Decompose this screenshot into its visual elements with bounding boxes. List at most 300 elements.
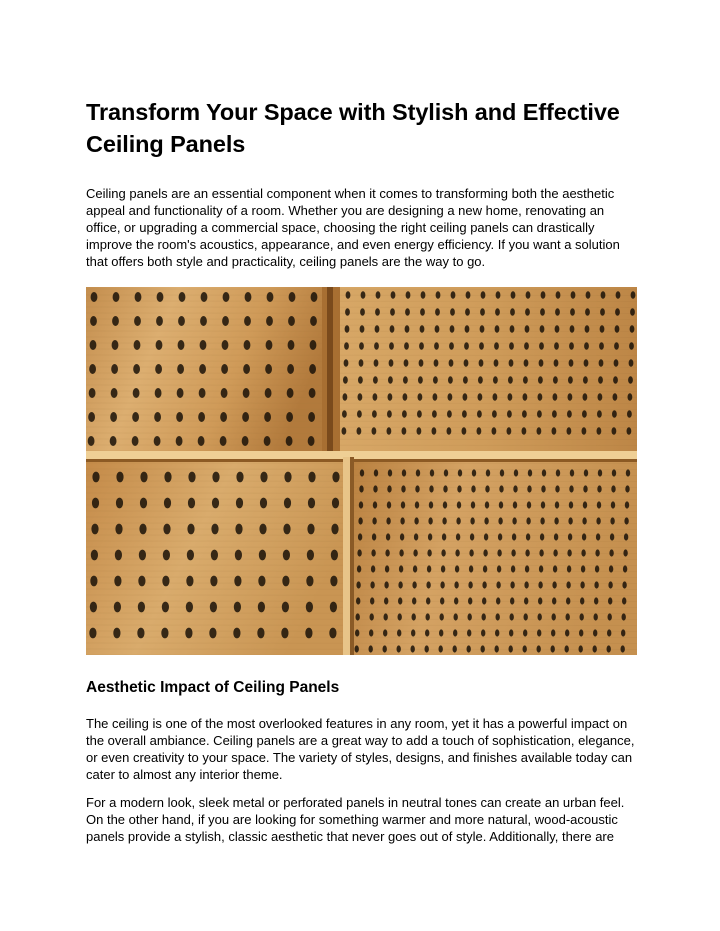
panel-seam-vertical-bottom xyxy=(343,457,351,655)
perforation-hole xyxy=(358,376,363,384)
perforation-hole xyxy=(467,629,471,636)
perforation-hole xyxy=(179,292,186,302)
perforation-hole xyxy=(580,581,584,588)
perforation-hole xyxy=(441,549,445,556)
perforation-hole xyxy=(478,376,483,384)
perforation-hole xyxy=(397,645,401,652)
perforation-hole xyxy=(612,410,617,418)
perforation-hole xyxy=(287,364,294,374)
perforation-hole xyxy=(373,501,377,508)
perforation-hole xyxy=(582,517,586,524)
perforation-hole xyxy=(360,469,364,476)
perforation-hole xyxy=(115,524,122,535)
perforation-hole xyxy=(483,549,487,556)
perforation-hole xyxy=(507,427,512,435)
perforation-hole xyxy=(463,376,468,384)
perforation-hole xyxy=(163,524,170,535)
perforation-hole xyxy=(404,359,409,367)
section-heading: Aesthetic Impact of Ceiling Panels xyxy=(86,679,340,696)
perforation-hole xyxy=(390,308,395,316)
perforation-hole xyxy=(384,581,388,588)
perforation-hole xyxy=(244,316,251,326)
perforation-hole xyxy=(176,436,183,446)
perforation-hole xyxy=(113,628,120,639)
perforation-hole xyxy=(345,325,350,333)
perforation-hole xyxy=(156,340,163,350)
perforation-hole xyxy=(137,628,144,639)
perforation-hole xyxy=(522,410,527,418)
perforation-hole xyxy=(593,645,597,652)
perforation-hole xyxy=(212,498,219,509)
perforation-hole xyxy=(453,629,457,636)
perforation-hole xyxy=(526,533,530,540)
perforation-hole xyxy=(441,565,445,572)
perforation-hole xyxy=(288,316,295,326)
perforation-hole xyxy=(510,613,514,620)
perforation-hole xyxy=(266,340,273,350)
perforation-hole xyxy=(616,291,621,299)
perforation-hole xyxy=(435,325,440,333)
perforation-hole xyxy=(236,498,243,509)
perforation-hole xyxy=(597,427,602,435)
perforation-hole xyxy=(421,291,426,299)
perforation-hole xyxy=(331,524,338,535)
perforation-hole xyxy=(309,364,316,374)
perforation-hole xyxy=(374,469,378,476)
perforation-hole xyxy=(386,517,390,524)
perforation-hole xyxy=(454,581,458,588)
perforation-hole xyxy=(498,533,502,540)
perforation-hole xyxy=(436,291,441,299)
perforation-hole xyxy=(308,412,315,422)
perforation-hole xyxy=(450,308,455,316)
perforation-hole xyxy=(598,469,602,476)
perforation-hole xyxy=(480,325,485,333)
perforation-hole xyxy=(580,597,584,604)
perforation-hole xyxy=(157,292,164,302)
perforation-hole xyxy=(496,613,500,620)
perforation-hole xyxy=(187,524,194,535)
perforation-hole xyxy=(369,629,373,636)
perforation-hole xyxy=(597,485,601,492)
perforation-hole xyxy=(582,533,586,540)
perforation-hole xyxy=(510,325,515,333)
perforation-hole xyxy=(414,517,418,524)
perforation-hole xyxy=(398,581,402,588)
perforation-hole xyxy=(567,427,572,435)
perforation-hole xyxy=(428,517,432,524)
perforation-hole xyxy=(493,393,498,401)
perforation-hole xyxy=(484,533,488,540)
perforation-hole xyxy=(426,581,430,588)
perforation-hole xyxy=(223,292,230,302)
perforation-hole xyxy=(586,291,591,299)
perforation-hole xyxy=(374,359,379,367)
perforation-hole xyxy=(485,485,489,492)
perforation-hole xyxy=(462,410,467,418)
perforation-hole xyxy=(287,388,294,398)
perforation-hole xyxy=(538,613,542,620)
perforation-hole xyxy=(199,388,206,398)
perforation-hole xyxy=(471,485,475,492)
perforation-hole xyxy=(358,517,362,524)
perforation-hole xyxy=(138,576,145,587)
perforation-hole xyxy=(265,388,272,398)
perforation-hole xyxy=(509,629,513,636)
perforation-hole xyxy=(360,325,365,333)
perforation-hole xyxy=(512,517,516,524)
perforation-hole xyxy=(399,565,403,572)
perforation-hole xyxy=(551,645,555,652)
perforation-hole xyxy=(344,342,349,350)
perforation-hole xyxy=(357,427,362,435)
perforation-hole xyxy=(570,325,575,333)
perforation-hole xyxy=(403,376,408,384)
perforation-hole xyxy=(554,533,558,540)
perforation-hole xyxy=(187,550,194,561)
perforation-hole xyxy=(265,364,272,374)
perforation-hole xyxy=(584,469,588,476)
perforation-hole xyxy=(552,613,556,620)
perforation-hole xyxy=(456,517,460,524)
perforation-hole xyxy=(552,597,556,604)
perforation-hole xyxy=(582,410,587,418)
perforation-hole xyxy=(371,565,375,572)
perforation-hole xyxy=(581,549,585,556)
perforation-hole xyxy=(220,436,227,446)
perforation-hole xyxy=(282,576,289,587)
perforation-hole xyxy=(629,359,634,367)
perforation-hole xyxy=(494,342,499,350)
perforation-hole xyxy=(523,645,527,652)
perforation-hole xyxy=(357,549,361,556)
perforation-hole xyxy=(511,549,515,556)
perforation-hole xyxy=(608,613,612,620)
perforation-hole xyxy=(426,597,430,604)
perforation-hole xyxy=(389,359,394,367)
perforation-hole xyxy=(260,498,267,509)
perforation-hole xyxy=(176,412,183,422)
perforation-hole xyxy=(621,645,625,652)
perforation-hole xyxy=(162,576,169,587)
perforation-hole xyxy=(88,412,95,422)
perforation-hole xyxy=(595,549,599,556)
perforation-hole xyxy=(306,576,313,587)
perforation-hole xyxy=(110,412,117,422)
perforation-hole xyxy=(357,410,362,418)
perforation-hole xyxy=(90,602,97,613)
perforation-hole xyxy=(372,517,376,524)
perforation-hole xyxy=(372,410,377,418)
perforation-hole xyxy=(401,485,405,492)
perforation-hole xyxy=(398,613,402,620)
perforation-hole xyxy=(242,436,249,446)
perforation-hole xyxy=(356,597,360,604)
perforation-hole xyxy=(419,342,424,350)
perforation-hole xyxy=(553,393,558,401)
perforation-hole xyxy=(457,501,461,508)
perforation-hole xyxy=(508,376,513,384)
perforation-hole xyxy=(469,549,473,556)
perforation-hole xyxy=(344,359,349,367)
perforation-hole xyxy=(429,485,433,492)
perforation-hole xyxy=(309,388,316,398)
perforation-hole xyxy=(391,291,396,299)
perforation-hole xyxy=(482,597,486,604)
perforation-hole xyxy=(112,316,119,326)
perforation-hole xyxy=(471,501,475,508)
perforation-hole xyxy=(329,628,336,639)
perforation-hole xyxy=(113,292,120,302)
perforation-hole xyxy=(199,364,206,374)
perforation-hole xyxy=(355,645,359,652)
perforation-hole xyxy=(569,485,573,492)
perforation-hole xyxy=(570,469,574,476)
perforation-hole xyxy=(439,629,443,636)
perforation-hole xyxy=(622,613,626,620)
perforation-hole xyxy=(201,292,208,302)
perforation-hole xyxy=(389,342,394,350)
perforation-hole xyxy=(404,342,409,350)
perforation-hole xyxy=(373,376,378,384)
perforation-hole xyxy=(581,565,585,572)
perforation-hole xyxy=(513,485,517,492)
perforation-hole xyxy=(307,550,314,561)
perforation-hole xyxy=(628,376,633,384)
perforation-hole xyxy=(386,533,390,540)
perforation-hole xyxy=(388,376,393,384)
perforation-hole xyxy=(374,342,379,350)
perforation-hole xyxy=(430,469,434,476)
perforation-hole xyxy=(462,427,467,435)
perforation-hole xyxy=(483,565,487,572)
perforation-hole xyxy=(209,628,216,639)
perforation-hole xyxy=(259,524,266,535)
perforation-hole xyxy=(554,359,559,367)
perforation-hole xyxy=(480,308,485,316)
perforation-hole xyxy=(496,581,500,588)
perforation-hole xyxy=(455,549,459,556)
perforation-hole xyxy=(162,602,169,613)
perforation-hole xyxy=(132,436,139,446)
perforation-hole xyxy=(415,501,419,508)
perforation-hole xyxy=(464,359,469,367)
perforation-hole xyxy=(597,501,601,508)
perforation-hole xyxy=(210,602,217,613)
perforation-hole xyxy=(428,533,432,540)
perforation-hole xyxy=(140,498,147,509)
perforation-hole xyxy=(524,581,528,588)
perforation-hole xyxy=(243,388,250,398)
perforation-hole xyxy=(222,340,229,350)
perforation-hole xyxy=(470,517,474,524)
perforation-hole xyxy=(443,501,447,508)
perforation-hole xyxy=(481,291,486,299)
perforation-hole xyxy=(387,427,392,435)
perforation-hole xyxy=(467,645,471,652)
perforation-hole xyxy=(568,517,572,524)
perforation-hole xyxy=(177,388,184,398)
perforation-hole xyxy=(600,308,605,316)
perforation-hole xyxy=(526,517,530,524)
perforation-hole xyxy=(418,376,423,384)
perforation-hole xyxy=(415,485,419,492)
perforation-hole xyxy=(507,410,512,418)
perforation-hole xyxy=(484,517,488,524)
perforation-hole xyxy=(625,485,629,492)
perforation-hole xyxy=(611,501,615,508)
perforation-hole xyxy=(371,549,375,556)
perforation-hole xyxy=(500,469,504,476)
perforation-hole xyxy=(512,533,516,540)
perforation-hole xyxy=(198,436,205,446)
perforation-hole xyxy=(284,472,291,483)
perforation-hole xyxy=(608,581,612,588)
perforation-hole xyxy=(583,393,588,401)
perforation-hole xyxy=(376,291,381,299)
perforation-hole xyxy=(370,613,374,620)
perforation-hole xyxy=(482,613,486,620)
perforation-hole xyxy=(524,359,529,367)
perforation-hole xyxy=(373,485,377,492)
perforation-hole xyxy=(523,393,528,401)
perforation-hole xyxy=(538,393,543,401)
perforation-hole xyxy=(356,581,360,588)
perforation-hole xyxy=(401,501,405,508)
perforation-hole xyxy=(233,628,240,639)
perforation-hole xyxy=(90,576,97,587)
perforation-hole xyxy=(495,308,500,316)
perforation-hole xyxy=(188,472,195,483)
perforation-hole xyxy=(551,629,555,636)
perforation-hole xyxy=(624,533,628,540)
perforation-hole xyxy=(444,469,448,476)
perforation-hole xyxy=(359,342,364,350)
perforation-hole xyxy=(626,469,630,476)
perforation-hole xyxy=(358,533,362,540)
perforation-hole xyxy=(595,565,599,572)
perforation-hole xyxy=(496,597,500,604)
perforation-hole xyxy=(307,524,314,535)
perforation-hole xyxy=(596,533,600,540)
perforation-hole xyxy=(411,645,415,652)
perforation-hole xyxy=(470,533,474,540)
perforation-hole xyxy=(399,549,403,556)
perforation-hole xyxy=(359,359,364,367)
perforation-hole xyxy=(359,501,363,508)
perforation-hole xyxy=(385,549,389,556)
perforation-hole xyxy=(527,501,531,508)
perforation-hole xyxy=(599,342,604,350)
perforation-hole xyxy=(568,393,573,401)
perforation-hole xyxy=(244,340,251,350)
perforation-hole xyxy=(454,597,458,604)
perforation-hole xyxy=(427,565,431,572)
perforation-hole xyxy=(493,376,498,384)
perforation-hole xyxy=(555,325,560,333)
perforation-hole xyxy=(155,388,162,398)
perforation-hole xyxy=(88,436,95,446)
perforation-hole xyxy=(305,628,312,639)
perforation-hole xyxy=(89,364,96,374)
perforation-hole xyxy=(178,340,185,350)
perforation-hole xyxy=(585,308,590,316)
perforation-hole xyxy=(539,342,544,350)
perforation-hole xyxy=(509,645,513,652)
perforation-hole xyxy=(387,410,392,418)
perforation-hole xyxy=(260,472,267,483)
perforation-hole xyxy=(540,325,545,333)
perforation-hole xyxy=(133,364,140,374)
perforation-hole xyxy=(89,628,96,639)
perforation-hole xyxy=(111,364,118,374)
perforation-hole xyxy=(451,291,456,299)
perforation-hole xyxy=(370,581,374,588)
perforation-hole xyxy=(198,412,205,422)
perforation-hole xyxy=(449,342,454,350)
perforation-hole xyxy=(89,388,96,398)
perforation-hole xyxy=(552,581,556,588)
perforation-hole xyxy=(464,342,469,350)
perforation-hole xyxy=(435,308,440,316)
perforation-hole xyxy=(486,469,490,476)
perforation-hole xyxy=(388,469,392,476)
perforation-hole xyxy=(212,472,219,483)
perforation-hole xyxy=(622,597,626,604)
perforation-hole xyxy=(308,472,315,483)
perforation-hole xyxy=(243,364,250,374)
perforation-hole xyxy=(541,291,546,299)
perforation-hole xyxy=(400,533,404,540)
perforation-hole xyxy=(567,549,571,556)
perforation-hole xyxy=(468,613,472,620)
perforation-hole xyxy=(442,533,446,540)
perforation-hole xyxy=(485,501,489,508)
perforation-hole xyxy=(450,325,455,333)
perforation-hole xyxy=(372,427,377,435)
perforation-hole xyxy=(583,485,587,492)
perforation-hole xyxy=(540,308,545,316)
perforation-hole xyxy=(498,517,502,524)
perforation-hole xyxy=(585,325,590,333)
perforation-hole xyxy=(402,410,407,418)
perforation-hole xyxy=(310,340,317,350)
perforation-hole xyxy=(555,308,560,316)
perforation-hole xyxy=(342,427,347,435)
perforation-hole xyxy=(330,602,337,613)
perforation-hole xyxy=(411,629,415,636)
perforation-hole xyxy=(398,597,402,604)
perforation-hole xyxy=(612,469,616,476)
perforation-hole xyxy=(332,472,339,483)
perforation-hole xyxy=(538,376,543,384)
perforation-hole xyxy=(594,581,598,588)
perforation-hole xyxy=(222,316,229,326)
perforation-hole xyxy=(494,359,499,367)
perforation-hole xyxy=(163,550,170,561)
perforation-hole xyxy=(242,412,249,422)
perforation-hole xyxy=(91,292,98,302)
perforation-hole xyxy=(499,501,503,508)
perforation-hole xyxy=(513,501,517,508)
perforation-hole xyxy=(390,325,395,333)
perforation-hole xyxy=(541,501,545,508)
perforation-hole xyxy=(188,498,195,509)
perforation-hole xyxy=(342,410,347,418)
perforation-hole xyxy=(434,342,439,350)
perforation-hole xyxy=(565,629,569,636)
perforation-hole xyxy=(553,565,557,572)
